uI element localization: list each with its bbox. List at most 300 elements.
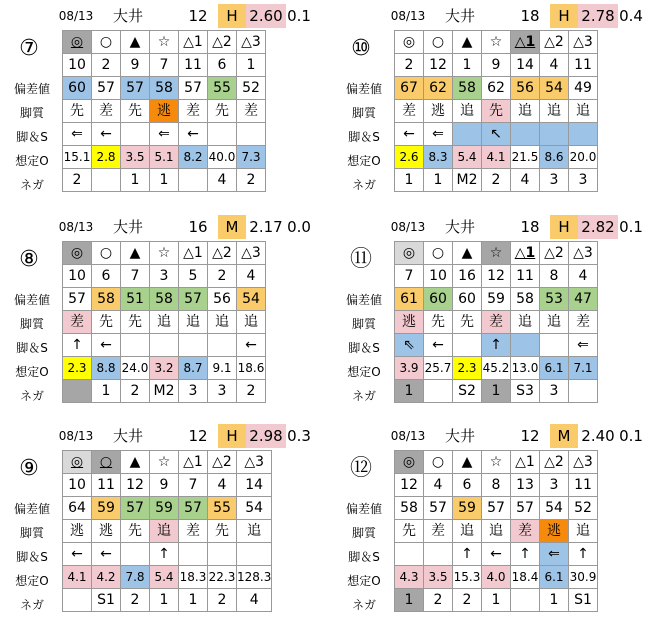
- horse-number-cell: 14: [511, 54, 540, 77]
- leg-speed-cell: ↑: [63, 334, 92, 357]
- horse-number-cell: 7: [121, 265, 150, 288]
- mark-cell: ☆: [150, 242, 179, 265]
- deviation-cell: 59: [482, 288, 511, 311]
- row-label: 想定O: [347, 365, 381, 379]
- odds-cell: 25.7: [424, 357, 453, 380]
- leg-speed-cell: ⇐: [424, 123, 453, 146]
- horses-row: [63, 474, 272, 497]
- race-score: 2.78: [578, 4, 618, 28]
- odds-cell: 8.2: [179, 146, 208, 169]
- deviation-cell: 57: [63, 288, 92, 311]
- horse-number-cell: 12: [482, 265, 511, 288]
- style-row: [63, 100, 266, 123]
- deviation-cell: 57: [121, 497, 150, 520]
- horse-number-cell: 4: [540, 54, 569, 77]
- mark-cell: △3: [237, 451, 272, 474]
- horse-number-cell: 4: [424, 474, 453, 497]
- negative-cell: [63, 380, 92, 403]
- leg-speed-cell: [237, 543, 272, 566]
- row-label: ネガ: [351, 389, 376, 403]
- race-panel: [6, 215, 326, 420]
- mark-cell: △1: [511, 451, 540, 474]
- odds-row: [63, 566, 272, 589]
- race-entries: 18: [520, 218, 540, 236]
- deviation-cell: 51: [121, 288, 150, 311]
- mark-cell: ▲: [453, 31, 482, 54]
- running-style-cell: 追: [453, 520, 482, 543]
- mark-cell: △1: [179, 31, 208, 54]
- mark-cell: △3: [237, 242, 266, 265]
- odds-cell: 2.3: [63, 357, 92, 380]
- odds-cell: 7.1: [569, 357, 598, 380]
- mark-cell: ▲: [121, 242, 150, 265]
- negative-cell: [179, 169, 208, 192]
- race-venue: 大井: [112, 7, 143, 25]
- negative-cell: 3: [569, 169, 598, 192]
- odds-cell: 2.8: [92, 146, 121, 169]
- row-label: 偏差値: [345, 82, 382, 96]
- deviation-cell: 61: [395, 288, 424, 311]
- race-table: [394, 30, 598, 192]
- negative-cell: 1: [150, 589, 179, 612]
- race-table: [394, 450, 598, 612]
- negative-cell: 1: [424, 169, 453, 192]
- negative-cell: 2: [482, 169, 511, 192]
- row-label: 想定O: [347, 574, 381, 588]
- negative-cell: 1: [482, 589, 511, 612]
- horse-number-cell: 6: [208, 54, 237, 77]
- leg-speed-cell: [540, 123, 569, 146]
- row-label: 想定O: [347, 154, 381, 168]
- row-label: 脚質: [351, 317, 376, 331]
- race-number: ⑨: [19, 456, 39, 481]
- deviation-cell: 58: [453, 77, 482, 100]
- running-style-cell: 先: [453, 311, 482, 334]
- deviation-cell: 59: [92, 497, 121, 520]
- running-style-cell: 差: [63, 311, 92, 334]
- neg-row: [395, 589, 598, 612]
- mark-cell: ▲: [453, 451, 482, 474]
- odds-cell: 6.1: [540, 357, 569, 380]
- race-panel: [338, 424, 658, 629]
- mark-cell: ☆: [150, 451, 179, 474]
- neg-row: [395, 380, 598, 403]
- deviation-cell: 53: [540, 288, 569, 311]
- row-label: ネガ: [19, 389, 44, 403]
- race-number: ⑧: [19, 247, 39, 272]
- running-style-cell: 差: [92, 100, 121, 123]
- running-style-cell: 追: [453, 100, 482, 123]
- race-grade: H: [550, 215, 578, 239]
- mark-cell: ☆: [482, 451, 511, 474]
- horse-number-cell: 10: [63, 265, 92, 288]
- horse-number-cell: 7: [179, 474, 208, 497]
- deviation-cell: 54: [540, 77, 569, 100]
- race-header: [338, 424, 658, 448]
- horses-row: [63, 54, 266, 77]
- running-style-cell: 追: [569, 520, 598, 543]
- race-number: ⑩: [351, 36, 371, 61]
- running-style-cell: 追: [540, 100, 569, 123]
- style-row: [395, 520, 598, 543]
- race-entries: 12: [520, 427, 540, 445]
- negative-cell: 2: [237, 169, 266, 192]
- row-label: 脚質: [19, 106, 44, 120]
- horses-row: [395, 54, 598, 77]
- leg-speed-cell: ←: [395, 123, 424, 146]
- leg-speed-cell: ←: [92, 334, 121, 357]
- odds-cell: 18.4: [511, 566, 540, 589]
- running-style-cell: 先: [63, 100, 92, 123]
- deviation-cell: 56: [208, 288, 237, 311]
- odds-cell: 5.4: [150, 566, 179, 589]
- leg-speed-cell: ↑: [150, 543, 179, 566]
- neg-row: [63, 380, 266, 403]
- row-label: 脚＆S: [348, 550, 380, 564]
- leg-speed-cell: [208, 123, 237, 146]
- race-entries: 12: [188, 7, 208, 25]
- leg-speed-cell: ↑: [482, 334, 511, 357]
- negative-cell: 4: [208, 169, 237, 192]
- odds-cell: 2.6: [395, 146, 424, 169]
- leg-row: [63, 334, 266, 357]
- negative-cell: [92, 169, 121, 192]
- horse-number-cell: 7: [395, 265, 424, 288]
- race-grade: M: [218, 215, 246, 239]
- odds-cell: 24.0: [121, 357, 150, 380]
- deviation-cell: 52: [237, 77, 266, 100]
- race-header: [338, 215, 658, 239]
- marks-row: [63, 242, 266, 265]
- odds-cell: 22.3: [208, 566, 237, 589]
- mark-cell: △2: [540, 31, 569, 54]
- deviation-cell: 49: [569, 77, 598, 100]
- running-style-cell: 追: [150, 520, 179, 543]
- race-grade: H: [218, 4, 246, 28]
- running-style-cell: 追: [511, 100, 540, 123]
- horse-number-cell: 16: [453, 265, 482, 288]
- deviation-cell: 64: [63, 497, 92, 520]
- negative-cell: 2: [121, 380, 150, 403]
- race-header: [338, 4, 658, 28]
- race-entries: 18: [520, 7, 540, 25]
- leg-speed-cell: [150, 334, 179, 357]
- mark-cell: ○: [92, 31, 121, 54]
- negative-cell: M2: [453, 169, 482, 192]
- mark-cell: ◎: [63, 242, 92, 265]
- race-venue: 大井: [444, 218, 475, 236]
- deviation-cell: 67: [395, 77, 424, 100]
- horses-row: [63, 265, 266, 288]
- odds-cell: 2.3: [453, 357, 482, 380]
- mark-cell: ○: [92, 451, 121, 474]
- leg-row: [63, 543, 272, 566]
- odds-cell: 4.3: [395, 566, 424, 589]
- race-date: 08/13: [58, 429, 94, 443]
- negative-cell: 2: [237, 380, 266, 403]
- running-style-cell: 差: [395, 100, 424, 123]
- dev-row: [395, 77, 598, 100]
- dev-row: [63, 288, 266, 311]
- running-style-cell: 差: [179, 520, 208, 543]
- negative-cell: 2: [424, 589, 453, 612]
- row-label: ネガ: [351, 178, 376, 192]
- negative-cell: 1: [121, 169, 150, 192]
- mark-cell: △2: [208, 242, 237, 265]
- mark-cell: ◎: [395, 242, 424, 265]
- deviation-cell: 57: [511, 497, 540, 520]
- negative-cell: S2: [453, 380, 482, 403]
- running-style-cell: 先: [92, 311, 121, 334]
- horse-number-cell: 9: [121, 54, 150, 77]
- mark-cell: △1: [511, 31, 540, 54]
- mark-cell: △3: [569, 242, 598, 265]
- deviation-cell: 58: [150, 288, 179, 311]
- running-style-cell: 逃: [150, 100, 179, 123]
- race-entries: 16: [188, 218, 208, 236]
- deviation-cell: 58: [395, 497, 424, 520]
- row-label: 想定O: [15, 365, 49, 379]
- deviation-cell: 54: [237, 497, 272, 520]
- leg-speed-cell: [424, 543, 453, 566]
- horse-number-cell: 12: [424, 54, 453, 77]
- negative-cell: 1: [482, 380, 511, 403]
- running-style-cell: 追: [208, 311, 237, 334]
- deviation-cell: 62: [482, 77, 511, 100]
- odds-cell: 20.0: [569, 146, 598, 169]
- leg-speed-cell: [540, 334, 569, 357]
- odds-cell: 7.3: [237, 146, 266, 169]
- race-venue: 大井: [112, 218, 143, 236]
- race-panel: [6, 4, 326, 209]
- race-header: [6, 424, 326, 448]
- mark-cell: ◎: [395, 31, 424, 54]
- dev-row: [63, 497, 272, 520]
- leg-speed-cell: [121, 543, 150, 566]
- negative-cell: 1: [395, 380, 424, 403]
- race-header: [6, 4, 326, 28]
- negative-cell: [63, 589, 92, 612]
- race-panel: [338, 4, 658, 209]
- negative-cell: 1: [395, 589, 424, 612]
- deviation-cell: 60: [453, 288, 482, 311]
- horse-number-cell: 9: [150, 474, 179, 497]
- leg-speed-cell: [511, 123, 540, 146]
- mark-cell: ☆: [482, 242, 511, 265]
- deviation-cell: 59: [150, 497, 179, 520]
- race-diff: 0.1: [287, 7, 311, 25]
- dev-row: [395, 497, 598, 520]
- race-venue: 大井: [444, 7, 475, 25]
- odds-cell: 5.1: [150, 146, 179, 169]
- negative-cell: 2: [63, 169, 92, 192]
- leg-speed-cell: [179, 334, 208, 357]
- deviation-cell: 57: [482, 497, 511, 520]
- leg-speed-cell: [179, 543, 208, 566]
- mark-cell: ▲: [453, 242, 482, 265]
- running-style-cell: 逃: [63, 520, 92, 543]
- row-label: 偏差値: [13, 502, 50, 516]
- leg-row: [395, 334, 598, 357]
- mark-cell: ☆: [482, 31, 511, 54]
- deviation-cell: 57: [424, 497, 453, 520]
- horse-number-cell: 14: [237, 474, 272, 497]
- deviation-cell: 55: [208, 77, 237, 100]
- leg-speed-cell: ⇐: [63, 123, 92, 146]
- horse-number-cell: 8: [482, 474, 511, 497]
- row-label: 脚＆S: [348, 130, 380, 144]
- running-style-cell: 差: [424, 520, 453, 543]
- mark-cell: ○: [424, 242, 453, 265]
- row-label: 偏差値: [13, 82, 50, 96]
- mark-cell: △3: [237, 31, 266, 54]
- odds-row: [395, 146, 598, 169]
- mark-cell: △2: [208, 31, 237, 54]
- odds-cell: 13.0: [511, 357, 540, 380]
- deviation-cell: 57: [179, 288, 208, 311]
- mark-cell: △2: [540, 451, 569, 474]
- odds-cell: 3.5: [424, 566, 453, 589]
- leg-speed-cell: ↑: [569, 543, 598, 566]
- row-label: 脚質: [19, 526, 44, 540]
- race-table: [62, 30, 266, 192]
- negative-cell: 3: [540, 380, 569, 403]
- odds-row: [395, 357, 598, 380]
- running-style-cell: 先: [121, 100, 150, 123]
- horse-number-cell: 4: [569, 265, 598, 288]
- row-label: 脚＆S: [16, 130, 48, 144]
- leg-speed-cell: [208, 543, 237, 566]
- mark-cell: △3: [569, 31, 598, 54]
- odds-cell: 4.1: [63, 566, 92, 589]
- mark-cell: ▲: [121, 451, 150, 474]
- leg-speed-cell: [121, 123, 150, 146]
- odds-cell: 5.4: [453, 146, 482, 169]
- negative-cell: S1: [569, 589, 598, 612]
- horse-number-cell: 3: [150, 265, 179, 288]
- running-style-cell: 先: [121, 520, 150, 543]
- leg-speed-cell: ←: [92, 543, 121, 566]
- negative-cell: 1: [540, 589, 569, 612]
- negative-cell: S3: [511, 380, 540, 403]
- odds-cell: 45.2: [482, 357, 511, 380]
- deviation-cell: 58: [92, 288, 121, 311]
- odds-cell: 21.5: [511, 146, 540, 169]
- mark-cell: ○: [92, 242, 121, 265]
- deviation-cell: 57: [121, 77, 150, 100]
- row-label: ネガ: [19, 598, 44, 612]
- leg-speed-cell: ↑: [453, 543, 482, 566]
- odds-row: [63, 357, 266, 380]
- running-style-cell: 先: [208, 100, 237, 123]
- neg-row: [63, 589, 272, 612]
- odds-cell: 4.0: [482, 566, 511, 589]
- horses-row: [395, 474, 598, 497]
- race-diff: 0.0: [287, 218, 311, 236]
- dev-row: [395, 288, 598, 311]
- leg-speed-cell: ←: [237, 334, 266, 357]
- horse-number-cell: 12: [395, 474, 424, 497]
- leg-speed-cell: ⇖: [395, 334, 424, 357]
- running-style-cell: 追: [482, 520, 511, 543]
- race-diff: 0.4: [619, 7, 643, 25]
- horse-number-cell: 2: [92, 54, 121, 77]
- odds-cell: 15.3: [453, 566, 482, 589]
- row-label: ネガ: [351, 598, 376, 612]
- race-number: ⑪: [349, 247, 372, 272]
- leg-speed-cell: [237, 123, 266, 146]
- negative-cell: 4: [237, 589, 272, 612]
- running-style-cell: 差: [237, 100, 266, 123]
- odds-cell: 128.3: [237, 566, 272, 589]
- deviation-cell: 59: [453, 497, 482, 520]
- leg-speed-cell: [121, 334, 150, 357]
- odds-cell: 18.3: [179, 566, 208, 589]
- deviation-cell: 58: [511, 288, 540, 311]
- leg-speed-cell: ↑: [511, 543, 540, 566]
- odds-cell: 4.2: [92, 566, 121, 589]
- leg-speed-cell: [208, 334, 237, 357]
- running-style-cell: 追: [237, 520, 272, 543]
- deviation-cell: 57: [92, 77, 121, 100]
- leg-speed-cell: ←: [63, 543, 92, 566]
- deviation-cell: 60: [63, 77, 92, 100]
- running-style-cell: 差: [511, 520, 540, 543]
- running-style-cell: 追: [179, 311, 208, 334]
- odds-cell: 3.5: [121, 146, 150, 169]
- odds-cell: 8.8: [92, 357, 121, 380]
- race-table: [62, 450, 272, 612]
- race-score: 2.17: [249, 218, 283, 236]
- mark-cell: ◎: [63, 31, 92, 54]
- running-style-cell: 差: [569, 311, 598, 334]
- running-style-cell: 先: [482, 100, 511, 123]
- marks-row: [395, 31, 598, 54]
- odds-cell: 40.0: [208, 146, 237, 169]
- odds-cell: 8.7: [179, 357, 208, 380]
- horse-number-cell: 12: [121, 474, 150, 497]
- style-row: [395, 311, 598, 334]
- mark-cell: △1: [179, 242, 208, 265]
- running-style-cell: 追: [150, 311, 179, 334]
- odds-cell: 7.8: [121, 566, 150, 589]
- marks-row: [63, 31, 266, 54]
- leg-speed-cell: ⇐: [540, 543, 569, 566]
- deviation-cell: 60: [424, 288, 453, 311]
- running-style-cell: 差: [179, 100, 208, 123]
- horses-row: [395, 265, 598, 288]
- running-style-cell: 先: [121, 311, 150, 334]
- leg-speed-cell: ⇐: [569, 334, 598, 357]
- race-score: 2.40: [581, 427, 615, 445]
- leg-speed-cell: [569, 123, 598, 146]
- horse-number-cell: 11: [92, 474, 121, 497]
- horse-number-cell: 10: [424, 265, 453, 288]
- mark-cell: △3: [569, 451, 598, 474]
- horse-number-cell: 10: [63, 474, 92, 497]
- leg-speed-cell: ←: [179, 123, 208, 146]
- neg-row: [395, 169, 598, 192]
- negative-cell: 3: [179, 380, 208, 403]
- horse-number-cell: 11: [569, 54, 598, 77]
- race-panel: [6, 424, 326, 629]
- race-table: [62, 241, 266, 403]
- row-label: 想定O: [15, 154, 49, 168]
- running-style-cell: 先: [424, 311, 453, 334]
- race-number: ⑫: [349, 456, 372, 481]
- negative-cell: 3: [540, 169, 569, 192]
- horse-number-cell: 13: [511, 474, 540, 497]
